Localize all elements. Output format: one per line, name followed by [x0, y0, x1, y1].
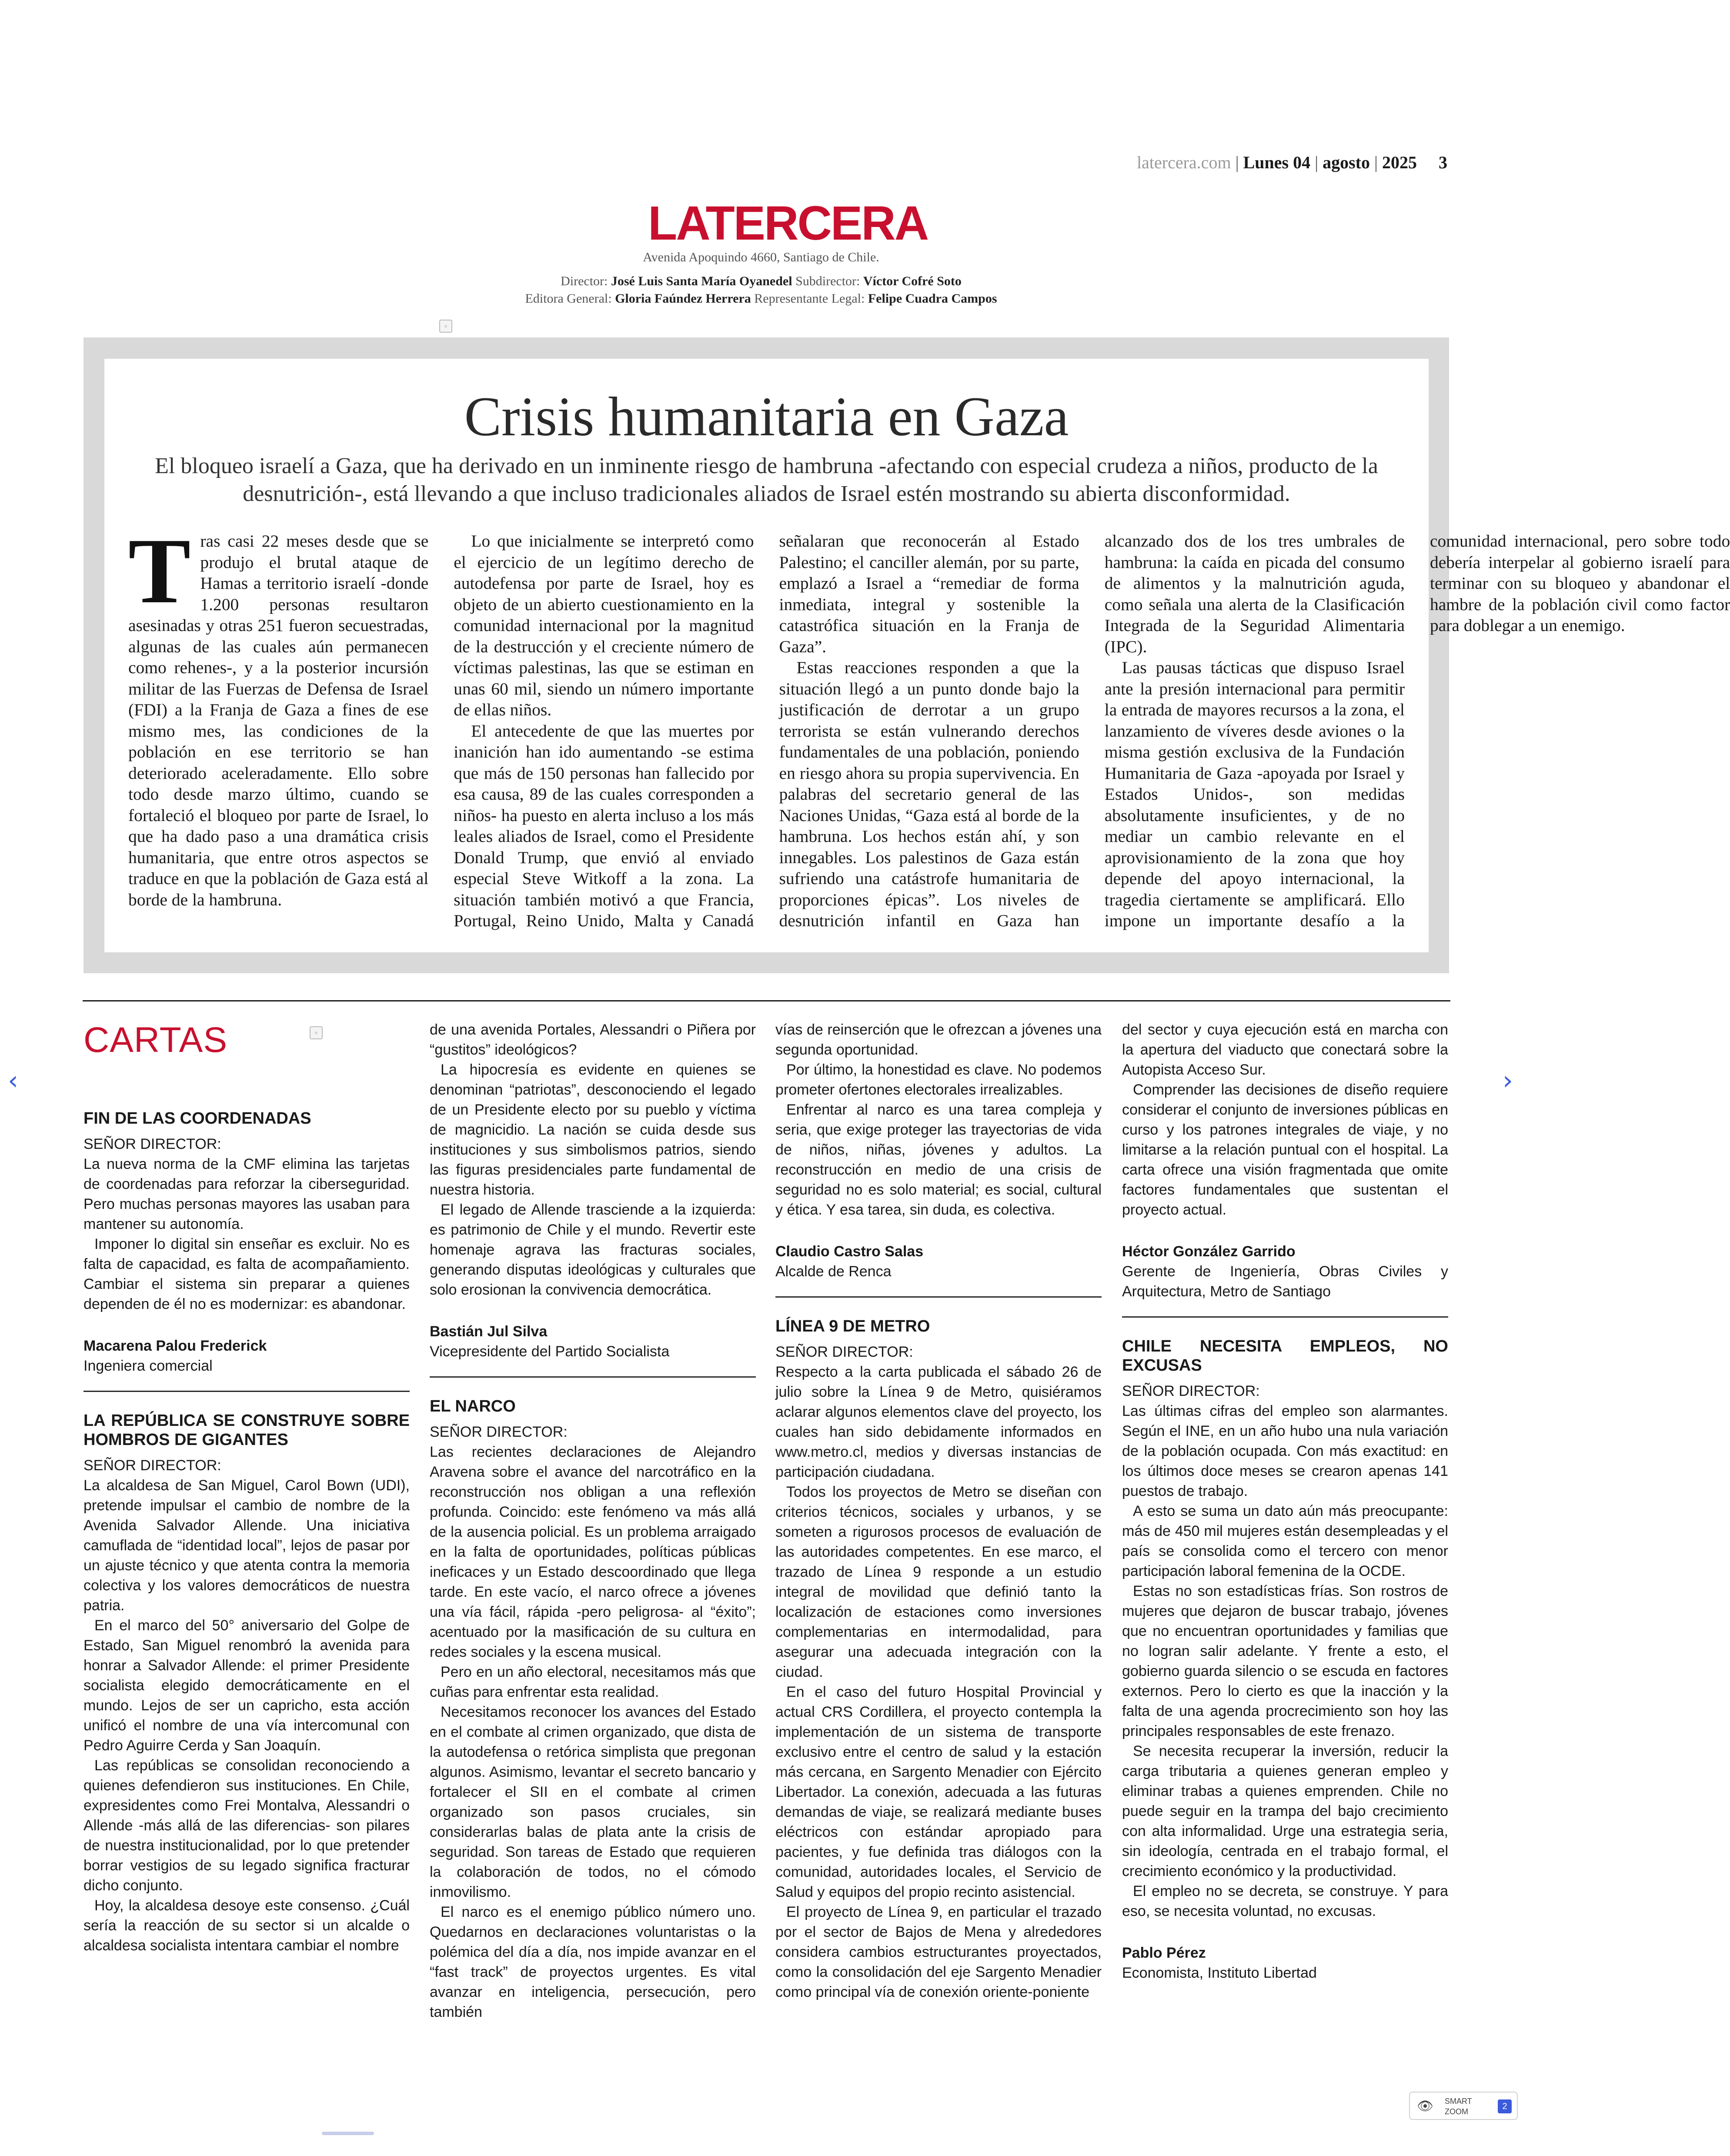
previous-page-chevron-icon[interactable]: ‹	[8, 1065, 18, 1096]
letter-paragraph: Estas no son estadísticas frías. Son rostros de mujeres que dejaron de buscar trabajo, jóvenes que no encuentran oportunidades y familias que no logran salir adelante. Y frente a esto, el gobierno guarda silencio o se escuda en factores externos. Pero lo cierto es que la inacción y la falta de una agenda procrecimiento son hoy las principales responsables de este frenazo.	[1122, 1583, 1448, 1739]
letter-title: FIN DE LAS COORDENADAS	[83, 1109, 311, 1128]
letter-paragraph: La hipocresía es evidente en quienes se denominan “patriotas”, desconociendo el legado de un Presidente electo por su pueblo y víctima de magnicidio. La nación se cuida desde sus instituciones y sus simbolismos patrios, siendo las figuras presidenciales parte fundamental de nuestra historia.	[430, 1061, 756, 1198]
letter-title: EL NARCO	[430, 1397, 516, 1415]
header-month: agosto	[1323, 153, 1370, 172]
smart-zoom-badge: 2	[1498, 2099, 1512, 2113]
header-year: 2025	[1382, 153, 1417, 172]
cartas-section-heading: CARTAS	[83, 1020, 228, 1060]
letter-paragraph: Hoy, la alcaldesa desoye este consenso. ¿Cuál sería la reacción de su sector si un alcalde o alcaldesa socialista intentara cambiar el nombre	[83, 1897, 410, 1954]
site-name: latercera.com	[1137, 153, 1231, 172]
letter-title: LÍNEA 9 DE METRO	[775, 1317, 930, 1335]
subdirector-name: Víctor Cofré Soto	[863, 274, 962, 288]
article-marker-icon[interactable]: ▫	[310, 1026, 323, 1039]
letter-paragraph: En el marco del 50° aniversario del Golpe de Estado, San Miguel renombró la avenida para honrar a Salvador Allende: el primer Presidente socialista elegido democráticamente en el mundo. Lejos de ser un capricho, esta acción unificó el nombre de una vía intercomunal con Pedro Aguirre Cerda y San Joaquín.	[83, 1617, 410, 1754]
letter-paragraph: La alcaldesa de San Miguel, Carol Bown (UDI), pretende impulsar el cambio de nombre de la Avenida Salvador Allende. Una iniciativa camuflada de “identidad local”, lejos de pasar por un ajuste técnico y que atenta contra la memoria colectiva y los valores democráticos de nuestra patria.	[83, 1477, 410, 1614]
letter-paragraph: Las repúblicas se consolidan reconociendo a quienes defendieron sus instituciones. En Chile, expresidentes como Frei Montalva, Alessandri o Allende -más allá de las diferencias- son pilares de nuestra institucionalidad, por lo que pretender borrar vestigios de su legado significa fracturar dicho conjunto.	[83, 1757, 410, 1894]
letter-paragraph: de una avenida Portales, Alessandri o Piñera por “gustitos” ideológicos?	[430, 1021, 756, 1058]
editora-name: Gloria Faúndez Herrera	[615, 291, 751, 306]
letter-paragraph: En el caso del futuro Hospital Provincial y actual CRS Cordillera, el proyecto contempla la implementación de un sistema de transporte exclusivo entre el centro de salud y la estación más cercana, en Sargento Menadier con Ejército Libertador. La conexión, adecuada a las futuras demandas de viaje, se realizará mediante buses eléctricos con estándar apropiado para pacientes, y fue definida tras diálogos con la comunidad, autoridades locales, el Servicio de Salud y equipos del propio recinto asistencial.	[775, 1684, 1102, 1900]
letters-column-2	[430, 1020, 756, 2022]
editorial-paragraph: El antecedente de que las muertes por inanición han ido aumentando -se estima que más de 150 personas han fallecido por esa causa, 89 de las cuales corresponden a niños- ha puesto en alerta incluso a los más leales aliados de Israel, como el Presidente Donald Trump, que envió al enviado especial Steve Witkoff a la zona. La situación también motivó a que Francia, Portugal, Reino Unido, Malta y Canadá señalaran que reconocerán al Estado Palestino; el canciller alemán, por su parte, emplazó a Israel a “remediar de forma inmediata, integral y sostenible la catastrófica situación en la Franja de Gaza”.	[454, 531, 1079, 930]
editorial-title: Crisis humanitaria en Gaza	[464, 386, 1069, 447]
editorial-paragraph: Las pausas tácticas que dispuso Israel ante la presión internacional para permitir la entrada de mayores recursos a la zona, el lanzamiento de víveres desde aviones o la misma gestión exclusiva de la Fundación Humanitaria de Gaza -apoyada por Israel y Estados Unidos-, son medidas absolutamente insuficientes, y de no mediar un cambio relevante en el aprovisionamiento de la zona que hoy depende del apoyo internacional, la tragedia ciertamente se amplificará. Ello impone un importante desafío a la comunidad internacional, pero sobre todo debería interpelar al gobierno israelí para terminar con su bloqueo y abandonar el hambre de la población civil como factor para doblegar a un enemigo.	[1104, 531, 1730, 930]
representante-name: Felipe Cuadra Campos	[868, 291, 997, 306]
masthead-staff-directors: Director: José Luis Santa María Oyanedel Subdirector: Víctor Cofré Soto	[561, 274, 962, 288]
letter-author: Pablo Pérez	[1122, 1945, 1206, 1961]
letter-salutation: SEÑOR DIRECTOR:	[83, 1136, 221, 1152]
letter-author: Bastián Jul Silva	[430, 1323, 548, 1340]
letter-author-role: Economista, Instituto Libertad	[1122, 1965, 1317, 1981]
smart-zoom-label: SMART ZOOM	[1445, 2097, 1472, 2116]
drop-cap: T	[128, 519, 191, 623]
letter-author: Claudio Castro Salas	[775, 1243, 924, 1260]
letter-salutation: SEÑOR DIRECTOR:	[775, 1344, 913, 1360]
editorial-paragraph: Lo que inicialmente se interpretó como el ejercicio de un legítimo derecho de autodefensa por parte de Israel, hoy es objeto de un abierto cuestionamiento en la comunidad internacional por la magnitud de la destrucción y el creciente número de víctimas palestinas, las que se estiman en unas 60 mil, siendo un número importante de ellas niños.	[454, 531, 754, 719]
letter-paragraph: Las recientes declaraciones de Alejandro Aravena sobre el avance del narcotráfico en la reconstrucción nos obligan a una reflexión profunda. Coincido: este fenómeno va más allá de la ausencia policial. Es un problema arraigado en la falta de oportunidades, políticas públicas ineficaces y un Estado descoordinado que llega tarde. En este vacío, el narco ofrece a jóvenes una vía fácil, rápida -pero peligrosa- al “éxito”; acentuado por la masificación de su cultura en redes sociales y la escena musical.	[430, 1444, 756, 1660]
letter-divider	[1122, 1316, 1448, 1318]
header-day: Lunes 04	[1243, 153, 1311, 172]
letter-title: LA REPÚBLICA SE CONSTRUYE SOBRE HOMBROS DE GIGANTES	[83, 1412, 410, 1449]
letter-divider	[430, 1376, 756, 1378]
letter-title: CHILE NECESITA EMPLEOS, NO EXCUSAS	[1122, 1337, 1448, 1375]
letter-paragraph: La nueva norma de la CMF elimina las tarjetas de coordenadas para reforzar la ciberseguridad. Pero muchas personas mayores las usaban para mantener su autonomía.	[83, 1156, 410, 1232]
letter-paragraph: El narco es el enemigo público número uno. Quedarnos en declaraciones voluntaristas o la polémica del día a día, nos impide avanzar en el “fast track” de proyectos urgentes. Es vital avanzar en inteligencia, persecución, pero también	[430, 1904, 756, 2020]
masthead-address: Avenida Apoquindo 4660, Santiago de Chile.	[643, 250, 879, 264]
newspaper-logo: LATERCERA	[648, 197, 928, 250]
page-number: 3	[1439, 153, 1447, 172]
next-page-chevron-icon[interactable]: ›	[1503, 1065, 1513, 1096]
letter-paragraph: Las últimas cifras del empleo son alarmantes. Según el INE, en un año hubo una nula variación de la población ocupada. Con más exactitud: en los últimos doce meses se crearon apenas 141 puestos de trabajo.	[1122, 1403, 1448, 1499]
letters-column-4	[1122, 1020, 1448, 1998]
letter-salutation: SEÑOR DIRECTOR:	[430, 1424, 568, 1440]
letter-paragraph: El proyecto de Línea 9, en particular el trazado por el sector de Bajos de Mena y alrededores considera cambios estructurantes proyectados, como la consolidación del eje Sargento Menadier como principal vía de conexión oriente-poniente	[775, 1904, 1102, 2000]
letter-paragraph: Se necesita recuperar la inversión, reducir la carga tributaria a quienes generan empleo y eliminar trabas a quienes emprenden. Chile no puede seguir en la trampa del bajo crecimiento con alta informalidad. Urge una estrategia seria, sin ideología, centrada en el trabajo formal, el crecimiento económico y la productividad.	[1122, 1743, 1448, 1879]
letter-author-role: Gerente de Ingeniería, Obras Civiles y Arquitectura, Metro de Santiago	[1122, 1263, 1448, 1300]
letters-column-3	[775, 1020, 1102, 2002]
director-name: José Luis Santa María Oyanedel	[611, 274, 792, 288]
letter-paragraph: El empleo no se decreta, se construye. Y para eso, se necesita voluntad, no excusas.	[1122, 1883, 1448, 1919]
letter-author-role: Ingeniera comercial	[83, 1358, 213, 1374]
editorial-subtitle: El bloqueo israelí a Gaza, que ha derivado en un inminente riesgo de hambruna -afectando con especial crudeza a niños, producto de la desnutrición-, está llevando a que incluso tradicionales aliados de Israel estén mostrando su abierta disconformidad.	[155, 454, 1378, 506]
smart-zoom-button[interactable]	[1409, 2092, 1518, 2120]
letter-paragraph: Todos los proyectos de Metro se diseñan con criterios técnicos, sociales y urbanos, y se someten a rigurosos procesos de evaluación de las autoridades competentes. En ese marco, el trazado de Línea 9 responde a un estudio integral de movilidad que definió tanto la localización de estaciones como inversiones complementarias en intermodalidad, para asegurar una adecuada integración con la ciudad.	[775, 1484, 1102, 1680]
page-header-meta: latercera.com | Lunes 04 | agosto | 2025 3	[1137, 153, 1447, 172]
letters-column-1	[83, 1020, 410, 1956]
letter-paragraph: Enfrentar al narco es una tarea compleja y seria, que exige proteger las trayectorias de vida de niños, niñas, jóvenes y adultos. La reconstrucción en medio de una crisis de seguridad no es solo material; es social, cultural y ética. Y esa tarea, sin duda, es colectiva.	[775, 1101, 1102, 1218]
letter-divider	[83, 1391, 410, 1392]
eye-icon: 👁	[1417, 2099, 1434, 2113]
letter-paragraph: vías de reinserción que le ofrezcan a jóvenes una segunda oportunidad.	[775, 1021, 1102, 1058]
letter-author-role: Vicepresidente del Partido Socialista	[430, 1343, 670, 1360]
letter-author: Héctor González Garrido	[1122, 1243, 1296, 1260]
horizontal-scrollbar[interactable]	[322, 2132, 374, 2135]
letter-salutation: SEÑOR DIRECTOR:	[83, 1457, 221, 1474]
masthead-staff-editors: Editora General: Gloria Faúndez Herrera Representante Legal: Felipe Cuadra Campos	[525, 291, 997, 306]
letter-paragraph: Respecto a la carta publicada el sábado 26 de julio sobre la Línea 9 de Metro, quisiéramos aclarar algunos elementos clave del proyecto, los cuales han sido debidamente informados en www.metro.cl, medios y diversas instancias de participación ciudadana.	[775, 1364, 1102, 1480]
letter-divider	[775, 1296, 1102, 1298]
letter-paragraph: El legado de Allende trasciende a la izquierda: es patrimonio de Chile y el mundo. Revertir este homenaje agrava las fracturas sociales, generando disputas ideológicas y culturales que solo erosionan la convivencia democrática.	[430, 1201, 756, 1298]
letter-paragraph: A esto se suma un dato aún más preocupante: más de 450 mil mujeres están desempleadas y el país se consolida como el tercero con menor participación laboral femenina de la OCDE.	[1122, 1503, 1448, 1579]
editorial-paragraph: Tras casi 22 meses desde que se produjo el brutal ataque de Hamas a territorio israelí -donde 1.200 personas resultaron asesinadas y otras 251 fueron secuestradas, algunas de las cuales aún permanecen como rehenes-, y a la posterior incursión militar de las Fuerzas de Defensa de Israel (FDI) a la Franja de Gaza a fines de ese mismo mes, las condiciones de la población en ese territorio se han deteriorado aceleradamente. Ello sobre todo desde marzo último, cuando se fortaleció el bloqueo por parte de Israel, lo que ha dado paso a una dramática crisis humanitaria, que entre otros aspectos se traduce en que la población de Gaza está al borde de la hambruna.	[128, 519, 429, 909]
letter-author: Macarena Palou Frederick	[83, 1338, 267, 1354]
editorial-paragraph: Estas reacciones responden a que la situación llegó a un punto donde bajo la justificación de derrotar a un grupo terrorista se están vulnerando derechos fundamentales de una población, poniendo en riesgo ahora su propia supervivencia. En palabras del secretario general de las Naciones Unidas, “Gaza está al borde de la hambruna. Los hechos están ahí, y son innegables. Los palestinos de Gaza están sufriendo una catástrofe humanitaria de proporciones épicas”. Los niveles de desnutrición infantil en Gaza han alcanzado dos de los tres umbrales de hambruna: la caída en picada del consumo de alimentos y la malnutrición aguda, como señala una alerta de la Clasificación Integrada de la Seguridad Alimentaria (IPC).	[779, 531, 1405, 930]
letter-paragraph: Por último, la honestidad es clave. No podemos prometer ofertones electorales irrealizables.	[775, 1061, 1102, 1098]
letter-paragraph: Comprender las decisiones de diseño requiere considerar el conjunto de inversiones públicas en curso y los patrones integrales de viaje, y no limitarse a la relación puntual con el hospital. La carta ofrece una visión fragmentada que omite factores fundamentales que sustentan el proyecto actual.	[1122, 1081, 1448, 1218]
letter-paragraph: Pero en un año electoral, necesitamos más que cuñas para enfrentar esta realidad.	[430, 1664, 756, 1700]
section-divider	[83, 1000, 1450, 1001]
editorial-box	[104, 359, 1730, 952]
letter-author-role: Alcalde de Renca	[775, 1263, 892, 1280]
letter-paragraph: del sector y cuya ejecución está en marcha con la apertura del viaducto que conectará sobre la Autopista Acceso Sur.	[1122, 1021, 1448, 1078]
editorial-body	[128, 519, 1730, 935]
article-marker-icon[interactable]: ▫	[439, 320, 452, 333]
letter-paragraph: Necesitamos reconocer los avances del Estado en el combate al crimen organizado, que dista de la autodefensa o retórica simplista que pregonan algunos. Asimismo, levantar el secreto bancario y fortalecer el SII en el combate al crimen organizado son pasos cruciales, sin considerarlas balas de plata ante la crisis de seguridad. Son tareas de Estado que requieren la colaboración de todos, no el cómodo inmovilismo.	[430, 1704, 756, 1900]
letter-paragraph: Imponer lo digital sin enseñar es excluir. No es falta de capacidad, es falta de acompañamiento. Cambiar el sistema sin preparar a quienes dependen de él no es modernizar: es abandonar.	[83, 1236, 410, 1312]
letter-salutation: SEÑOR DIRECTOR:	[1122, 1383, 1260, 1399]
